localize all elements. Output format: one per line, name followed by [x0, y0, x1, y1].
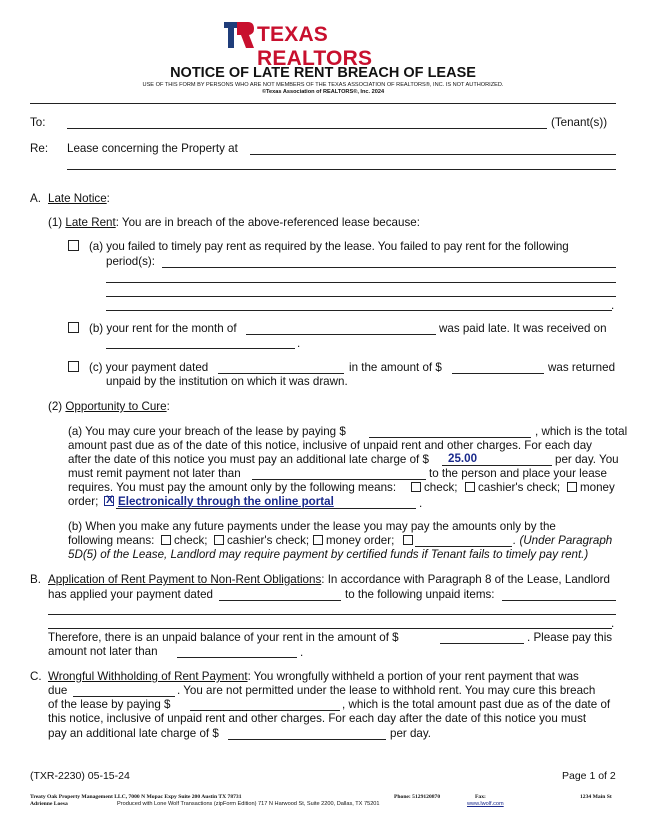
re-text: Lease concerning the Property at	[67, 142, 238, 155]
section-b-heading: Application of Rent Payment to Non-Rent Obligations	[48, 573, 322, 586]
late-rent-b-part1: (b) your rent for the month of	[89, 322, 237, 335]
property-field-2[interactable]	[67, 169, 616, 170]
late-rent-text: : You are in breach of the above-referenced lease because:	[115, 216, 420, 229]
late-rent-a-line1: (a) you failed to timely pay rent as required by the lease. You failed to pay rent for the following	[89, 240, 569, 253]
late-rent-heading: Late Rent	[65, 216, 116, 229]
section-c-l4: this notice, inclusive of unpaid rent and other charges. For each day after the date of this notice you must	[48, 712, 587, 725]
late-rent-c-part2: in the amount of $	[349, 361, 442, 374]
cure-money-label: money	[580, 481, 615, 494]
other-means-field[interactable]	[116, 508, 416, 509]
future-other-field[interactable]	[415, 546, 512, 547]
footer-website-link[interactable]: www.lwolf.com	[467, 801, 504, 807]
late-charge-field[interactable]	[442, 465, 552, 466]
late-rent-a-line2: period(s):	[106, 255, 155, 268]
section-b-l5-p1: amount not later than	[48, 645, 158, 658]
footer-produced: Produced with Lone Wolf Transactions (zipForm Edition) 717 N Harwood St, Suite 2200, Dallas, TX 75201	[117, 801, 380, 807]
cure-colon: :	[166, 400, 170, 413]
copyright: ©Texas Association of REALTORS®, Inc. 2024	[261, 89, 385, 95]
cure-money-checkbox[interactable]	[567, 482, 577, 492]
cure-a-l3-p1: after the date of this notice you must pay an additional late charge of $	[68, 453, 429, 466]
section-a-letter: A.	[30, 192, 41, 205]
section-c-l5-p1: pay an additional late charge of $	[48, 727, 219, 740]
cure-a-l2: amount past due as of the date of this notice, inclusive of unpaid rent and other charges. For each day	[68, 439, 592, 452]
future-money-checkbox[interactable]	[313, 535, 323, 545]
late-rent-b-part2: was paid late. It was received on	[439, 322, 607, 335]
withheld-late-charge-field[interactable]	[228, 739, 386, 740]
late-rent-num: (1)	[48, 216, 63, 229]
portal-value: Electronically through the online portal	[118, 495, 334, 508]
late-rent-b-checkbox[interactable]	[68, 322, 79, 333]
unpaid-items-period: .	[611, 617, 615, 630]
received-on-field[interactable]	[106, 348, 295, 349]
cure-b-l3: 5D(5) of the Lease, Landlord may require payment by certified funds if Tenant fails to timely pay rent.)	[68, 548, 589, 561]
periods-period: .	[611, 299, 615, 312]
cure-a-l1-p2: , which is the total	[535, 425, 628, 438]
payment-dated-field[interactable]	[218, 373, 344, 374]
cure-b-l1: (b) When you make any future payments under the lease you may pay the amounts only by the	[68, 520, 556, 533]
late-rent-line	[48, 216, 420, 229]
tenant-suffix: (Tenant(s))	[551, 116, 608, 129]
cure-cashiers-label: cashier's check;	[478, 481, 561, 494]
section-b-l2-p2: to the following unpaid items:	[345, 588, 495, 601]
to-label: To:	[30, 116, 46, 129]
future-money-label: money order;	[326, 534, 395, 547]
section-c-line1	[48, 670, 579, 683]
unpaid-items-field-1[interactable]	[502, 600, 616, 601]
late-rent-c-checkbox[interactable]	[68, 361, 79, 372]
cure-line	[48, 400, 170, 413]
cure-a-l3-p2: per day. You	[555, 453, 619, 466]
unpaid-items-field-3[interactable]	[48, 628, 612, 629]
section-c-l3-p1: of the lease by paying $	[48, 698, 171, 711]
applied-date-field[interactable]	[219, 600, 341, 601]
cure-check-label: check;	[424, 481, 458, 494]
footer-company: Treaty Oak Property Management LLC, 7000 N Mopac Expy Suite 200 Austin TX 78731	[30, 794, 242, 800]
cure-a-l1-p1: (a) You may cure your breach of the lease by paying $	[68, 425, 346, 438]
restriction-notice: USE OF THIS FORM BY PERSONS WHO ARE NOT MEMBERS OF THE TEXAS ASSOCIATION OF REALTORS®, INC. IS NOT AUTHORIZED.	[142, 82, 504, 88]
section-b-l2-p1: has applied your payment dated	[48, 588, 214, 601]
section-c-l2-p1: due	[48, 684, 68, 697]
section-c-letter: C.	[30, 670, 42, 683]
future-cashiers-label: cashier's check;	[227, 534, 310, 547]
late-rent-c-line2: unpaid by the institution on which it was drawn.	[106, 375, 348, 388]
footer-phone: Phone: 5129120870	[394, 794, 441, 800]
section-c-l2-p2: . You are not permitted under the lease to withhold rent. You may cure this breach	[177, 684, 596, 697]
section-a-heading	[48, 192, 110, 205]
re-label: Re:	[30, 142, 49, 155]
future-check-label: check;	[174, 534, 208, 547]
footer-fax: Fax:	[475, 794, 486, 800]
cure-amount-field[interactable]	[369, 437, 531, 438]
form-id: (TXR-2230) 05-15-24	[30, 770, 130, 782]
property-field[interactable]	[250, 154, 616, 155]
periods-field-1[interactable]	[162, 267, 616, 268]
received-period: .	[297, 337, 301, 350]
section-c-l5-p2: per day.	[390, 727, 432, 740]
rent-month-field[interactable]	[246, 334, 436, 335]
footer-address: 1234 Main St	[580, 794, 612, 800]
cure-a-l4-p2: to the person and place your lease	[429, 467, 607, 480]
section-b-l4-p2: . Please pay this	[527, 631, 613, 644]
section-c-l3-p2: , which is the total amount past due as of the date of	[342, 698, 611, 711]
section-b-line1	[48, 573, 610, 586]
cure-num: (2)	[48, 400, 63, 413]
header-divider	[30, 103, 616, 104]
cure-b-l2-italic: . (Under Paragraph	[513, 534, 613, 547]
cure-a-l4-p1: must remit payment not later than	[68, 467, 241, 480]
cure-b-l2-p1: following means:	[68, 534, 155, 547]
cure-order-label: order;	[68, 495, 99, 508]
section-a-colon: :	[106, 192, 110, 205]
future-cashiers-checkbox[interactable]	[214, 535, 224, 545]
section-c-heading: Wrongful Withholding of Rent Payment	[48, 670, 248, 683]
cure-heading: Opportunity to Cure	[65, 400, 167, 413]
cure-cashiers-checkbox[interactable]	[465, 482, 475, 492]
late-charge-value: 25.00	[448, 452, 478, 465]
other-means-period: .	[419, 497, 423, 510]
unpaid-items-field-2[interactable]	[48, 614, 616, 615]
periods-field-2[interactable]	[106, 282, 616, 283]
cure-check-checkbox[interactable]	[411, 482, 421, 492]
withheld-due-field[interactable]	[73, 696, 175, 697]
logo	[224, 20, 424, 70]
section-b-l4-p1: Therefore, there is an unpaid balance of your rent in the amount of $	[48, 631, 399, 644]
late-rent-c-part3: was returned	[548, 361, 616, 374]
footer-agent: Adrienne Loesa	[30, 801, 68, 807]
pay-by-period: .	[300, 646, 304, 659]
page-number: Page 1 of 2	[562, 770, 616, 782]
tenant-field[interactable]	[67, 128, 547, 129]
logo-text: TEXAS REALTORS	[257, 23, 373, 70]
section-b-letter: B.	[30, 573, 41, 586]
cure-other-x-mark: X	[106, 494, 114, 506]
section-c-l1-rest: : You wrongfully withheld a portion of your rent payment that was	[247, 670, 579, 683]
periods-field-4[interactable]	[106, 310, 612, 311]
section-b-l1-rest: : In accordance with Paragraph 8 of the Lease, Landlord	[321, 573, 610, 586]
periods-field-3[interactable]	[106, 296, 616, 297]
pay-by-date-field[interactable]	[177, 657, 297, 658]
late-rent-a-checkbox[interactable]	[68, 240, 79, 251]
returned-amount-field[interactable]	[452, 373, 544, 374]
withheld-cure-amount-field[interactable]	[190, 710, 340, 711]
section-a-title: Late Notice	[48, 192, 107, 205]
unpaid-balance-field[interactable]	[440, 643, 524, 644]
cure-a-l5-p1: requires. You must pay the amount only by the following means:	[68, 481, 397, 494]
late-rent-c-part1: (c) your payment dated	[89, 361, 209, 374]
texas-realtors-logo-icon	[224, 22, 254, 48]
future-other-checkbox[interactable]	[403, 535, 413, 545]
future-check-checkbox[interactable]	[161, 535, 171, 545]
remit-date-field[interactable]	[252, 479, 426, 480]
page-title: NOTICE OF LATE RENT BREACH OF LEASE	[170, 65, 476, 81]
